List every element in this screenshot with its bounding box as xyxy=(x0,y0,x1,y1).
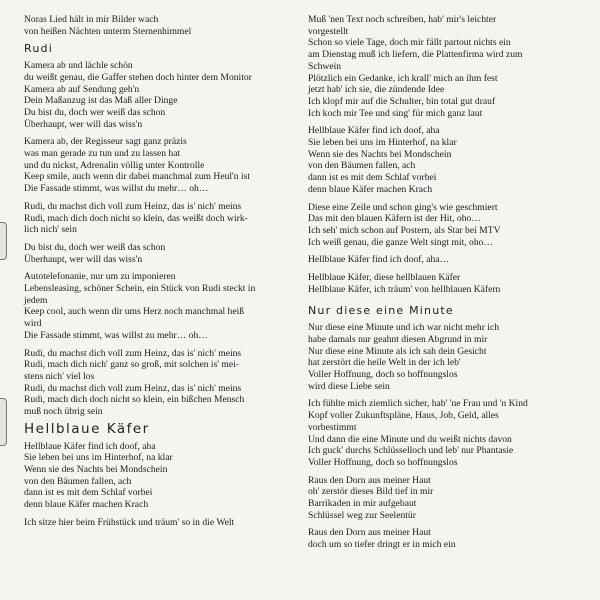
lyric-line: dann ist es mit dem Schlaf vorbei xyxy=(308,172,437,184)
lyric-line: Du bist du, doch wer weiß das schon xyxy=(24,106,166,118)
stanza xyxy=(308,272,586,295)
lyric-line: hat zerstört die heile Welt in der ich leb' xyxy=(308,357,461,369)
song-hellblaue-kaefer-lyrics xyxy=(24,441,292,529)
right-lyrics-column xyxy=(308,14,586,557)
lyric-line: doch um so tiefer dringt er in mich ein xyxy=(308,539,456,551)
lyric-line: Ich fühlte mich ziemlich sicher, hab' 'ne Frau und 'n Kind xyxy=(308,398,528,410)
song-title-rudi: Rudi xyxy=(24,42,53,56)
lyric-line: Das mit den blauen Käfern ist der Hit, oho… xyxy=(308,213,481,225)
lyric-line: Plötzlich ein Gedanke, ich krall' mich an ihm fest xyxy=(308,72,498,84)
lyric-line: Rudi, du machst dich voll zum Heinz, das is' nich' meins xyxy=(24,200,242,212)
lyric-line: Schon so viele Tage, doch mir fällt partout nichts ein xyxy=(308,37,511,49)
lyric-line: Rudi, mach dich nich' ganz so groß, mit solchen is' mei- xyxy=(24,359,240,371)
lyric-line: Ich koch mir Tee und sing' für mich ganz laut xyxy=(308,107,483,119)
stanza xyxy=(308,202,586,249)
lyric-line: am Dienstag muß ich liefern, die Plattenfirma wird zum xyxy=(308,49,523,61)
song-title-hellblaue-kaefer: Hellblaue Käfer xyxy=(24,420,150,437)
lyric-line: Du bist du, doch wer weiß das schon xyxy=(24,241,166,253)
lyric-line: wird xyxy=(24,318,42,330)
lyric-line: Barrikaden in mir aufgebaut xyxy=(308,498,417,510)
lyric-line: Ich sitze hier beim Frühstück und träum' so in die Welt xyxy=(24,516,235,528)
lyric-line: vorbestimmt xyxy=(308,421,357,433)
lyric-line: Kamera ab, der Regisseur sagt ganz präzis xyxy=(24,136,187,148)
lyric-line: Sie leben bei uns im Hinterhof, na klar xyxy=(24,452,173,464)
lyric-line: Hellblaue Käfer, diese hellblauen Käfer xyxy=(308,272,461,284)
lyric-line: Hellblaue Käfer, ich träum' von hellblauen Käfern xyxy=(308,283,501,295)
lyric-line: lich nich' sein xyxy=(24,224,77,236)
lyric-line: oh' zerstör dieses Bild tief in mir xyxy=(308,486,434,498)
stanza xyxy=(24,517,292,529)
lyric-line: Raus den Dorn aus meiner Haut xyxy=(308,527,431,539)
lyric-line: Kamera ab auf Sendung geh'n xyxy=(24,83,140,95)
stanza xyxy=(308,398,586,468)
lyric-line: Raus den Dorn aus meiner Haut xyxy=(308,474,431,486)
stanza xyxy=(308,475,586,522)
lyric-line: Ich klopf mir auf die Schulter, bin total gut drauf xyxy=(308,95,496,107)
lyric-line: Voller Hoffnung, doch so hoffnungslos xyxy=(308,368,458,380)
lyric-line: Noras Lied hält in mir Bilder wach xyxy=(24,14,159,25)
lyric-line: Autotelefonanie, nur um zu imponieren xyxy=(24,271,176,283)
page-edge-tab-lower xyxy=(0,398,7,446)
stanza xyxy=(24,201,292,236)
lyric-line: von den Bäumen fallen, ach xyxy=(308,160,416,172)
lyric-line: Die Fassade stimmt, was willst du mehr… oh… xyxy=(24,183,209,195)
lyric-line: denn blaue Käfer machen Krach xyxy=(308,183,433,195)
lyric-line: habe damals nur geahnt diesen Abgrund in mir xyxy=(308,333,488,345)
lyric-line: Diese eine Zeile und schon ging's wie geschmiert xyxy=(308,201,498,213)
song-hellblaue-kaefer-lyrics-continued xyxy=(308,14,586,295)
lyric-line: Lebensleasing, schöner Schein, ein Stück von Rudi steckt in xyxy=(24,283,256,295)
lyric-line: was man gerade zu tun und zu lassen hat xyxy=(24,148,181,160)
stanza xyxy=(308,125,586,195)
lyric-line: Überhaupt, wer will das wiss'n xyxy=(24,253,143,265)
left-lyrics-column xyxy=(24,14,292,534)
lyric-line: jedem xyxy=(24,294,48,306)
lyric-line: Dein Maßanzug ist das Maß aller Dinge xyxy=(24,95,178,107)
stanza xyxy=(308,322,586,392)
lyric-line: Muß 'nen Text noch schreiben, hab' mir's leichter xyxy=(308,14,497,25)
song-rudi-lyrics xyxy=(24,60,292,418)
lyric-line: Die Fassade stimmt, was willst zu mehr… oh… xyxy=(24,329,208,341)
lyric-line: dann ist es mit dem Schlaf vorbei xyxy=(24,487,153,499)
lyric-line: Ich weiß genau, die ganze Welt singt mit, oho… xyxy=(308,236,494,248)
lyric-line: Wenn sie des Nachts bei Mondschein xyxy=(24,463,168,475)
lyric-line: Kamera ab und lächle schön xyxy=(24,60,133,72)
lyric-line: Überhaupt, wer will das wiss'n xyxy=(24,118,143,130)
lyric-line: Sie leben bei uns im Hinterhof, na klar xyxy=(308,137,457,149)
lyric-line: jetzt hab' ich sie, die zündende Idee xyxy=(308,84,445,96)
lyric-line: Ich guck' durchs Schlüsselloch und leb' nur Phantasie xyxy=(308,445,514,457)
lyric-line: Nur diese eine Minute und ich war nicht mehr ich xyxy=(308,322,500,334)
lyric-line: wird diese Liebe sein xyxy=(308,380,390,392)
song-title-nur-diese-eine-minute: Nur diese eine Minute xyxy=(308,304,454,318)
stanza xyxy=(24,441,292,511)
lyric-line: Hellblaue Käfer find ich doof, aha… xyxy=(308,254,450,266)
lyric-line: Hellblaue Käfer find ich doof, aha xyxy=(24,440,156,452)
lyric-line: vorgestellt xyxy=(308,25,349,37)
lyric-line: Rudi, du machst dich voll zum Heinz, das is' nich' meins xyxy=(24,347,242,359)
lyric-line: von heißen Nächten unterm Sternenhimmel xyxy=(24,25,192,37)
lyric-line: Keep smile, auch wenn dir dabei manchmal zum Heul'n ist xyxy=(24,171,251,183)
stanza xyxy=(308,14,586,119)
lyric-line: du weißt genau, die Gaffer stehen doch hinter dem Monitor xyxy=(24,71,252,83)
stanza xyxy=(308,527,586,550)
stanza xyxy=(308,254,586,266)
lyric-line: Ich seh' mich schon auf Postern, als Star bei MTV xyxy=(308,224,501,236)
lyric-line: Und dann die eine Minute und du weißt nichts davon xyxy=(308,433,512,445)
lyric-line: Rudi, du machst dich voll zum Heinz, das is' nich' meins xyxy=(24,382,242,394)
lyric-line: Keep cool, auch wenn dir ums Herz noch manchmal heiß xyxy=(24,306,245,318)
lyric-line: muß noch übrig sein xyxy=(24,406,103,418)
stanza xyxy=(24,136,292,195)
lyric-line: Wenn sie des Nachts bei Mondschein xyxy=(308,148,452,160)
lyric-line: Nur diese eine Minute als ich sah dein Gesicht xyxy=(308,345,487,357)
lyric-line: Schlüssel weg zur Seelentür xyxy=(308,509,416,521)
page-edge-tab-upper xyxy=(0,222,7,260)
lyric-line: von den Bäumen fallen, ach xyxy=(24,475,132,487)
lyric-line: Rudi, mach dich doch nicht so klein, das weißt doch wirk- xyxy=(24,212,248,224)
song-nur-diese-eine-minute-lyrics xyxy=(308,322,586,551)
stanza xyxy=(24,60,292,130)
lyric-line: stens nich' viel los xyxy=(24,370,95,382)
lyric-line: Voller Hoffnung, doch so hoffnungslos xyxy=(308,456,458,468)
lyric-line: Hellblaue Käfer find ich doof, aha xyxy=(308,125,440,137)
lyric-line: denn blaue Käfer machen Krach xyxy=(24,499,149,511)
stanza xyxy=(24,348,292,418)
stanza xyxy=(24,242,292,265)
lyric-line: Schwein xyxy=(308,60,342,72)
lyric-line: Rudi, mach dich doch nicht so klein, ein bißchen Mensch xyxy=(24,394,245,406)
lyric-line: Kopf voller Zukunftspläne, Haus, Job, Geld, alles xyxy=(308,410,499,422)
intro-stanza xyxy=(24,14,292,37)
lyric-line: und du nickst, Adrenalin völlig unter Kontrolle xyxy=(24,159,205,171)
stanza xyxy=(24,271,292,341)
